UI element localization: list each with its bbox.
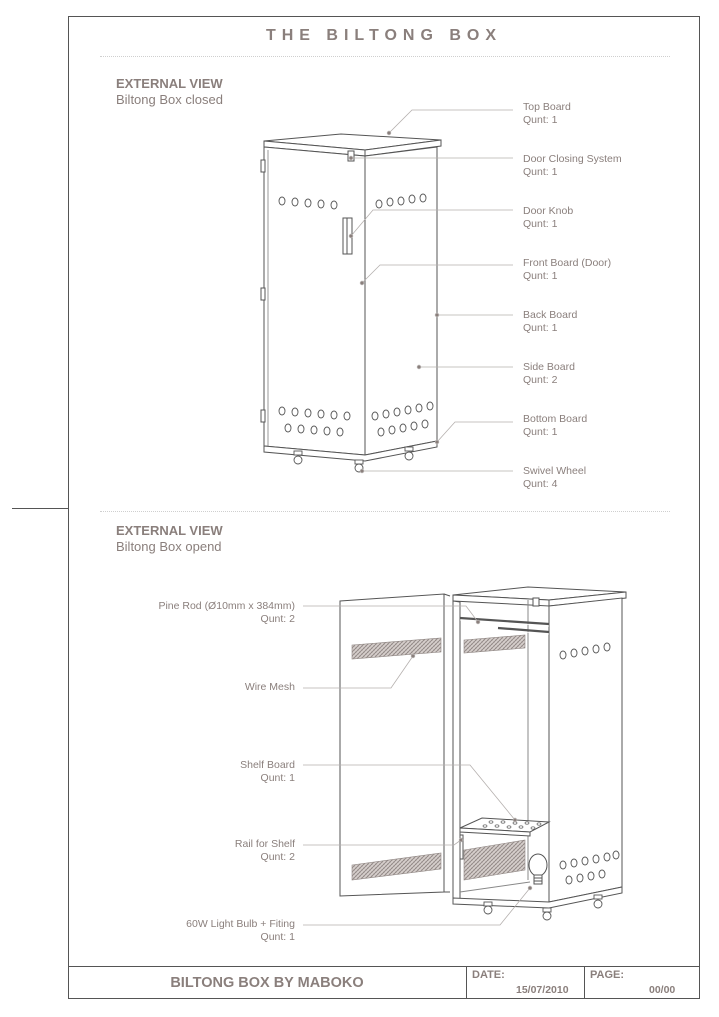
open-side-board	[549, 598, 622, 902]
title-block-divider-1	[466, 966, 467, 999]
sheet-title: THE BILTONG BOX	[265, 27, 503, 44]
callout-side-board: Side Board Qunt: 2	[523, 361, 575, 386]
callout-rail-for-shelf: Rail for Shelf Qunt: 2	[234, 838, 295, 863]
callout-door-closing-system: Door Closing System Qunt: 1	[523, 153, 622, 178]
closed-view-heading: EXTERNAL VIEW	[116, 76, 223, 91]
date-label: DATE:	[472, 969, 505, 981]
title-block-divider-2	[584, 966, 585, 999]
callout-door-knob: Door Knob Qunt: 1	[523, 205, 574, 230]
callout-pine-rod: Pine Rod (Ø10mm x 384mm) Qunt: 2	[158, 600, 295, 625]
closed-view-subheading: Biltong Box closed	[116, 92, 223, 107]
side-board-shape	[365, 147, 437, 455]
closed-box	[261, 134, 441, 461]
callout-front-board: Front Board (Door) Qunt: 1	[523, 257, 612, 282]
page-label: PAGE:	[590, 969, 625, 981]
callout-swivel-wheel: Swivel Wheel Qunt: 4	[523, 465, 587, 490]
open-view-heading: EXTERNAL VIEW	[116, 523, 223, 538]
callout-wire-mesh: Wire Mesh	[244, 681, 295, 693]
date-value: 15/07/2010	[516, 984, 569, 996]
callout-back-board: Back Board Qunt: 1	[523, 309, 578, 334]
open-view-subheading: Biltong Box opend	[116, 539, 222, 554]
page-value: 00/00	[649, 984, 676, 996]
callout-light-bulb: 60W Light Bulb + Fiting Qunt: 1	[186, 918, 295, 943]
callout-shelf-board: Shelf Board Qunt: 1	[240, 759, 295, 784]
light-bulb-shape	[529, 854, 547, 876]
callout-top-board: Top Board Qunt: 1	[523, 101, 571, 126]
callout-bottom-board: Bottom Board Qunt: 1	[523, 413, 588, 438]
title-block-brand: BILTONG BOX BY MABOKO	[170, 974, 364, 991]
